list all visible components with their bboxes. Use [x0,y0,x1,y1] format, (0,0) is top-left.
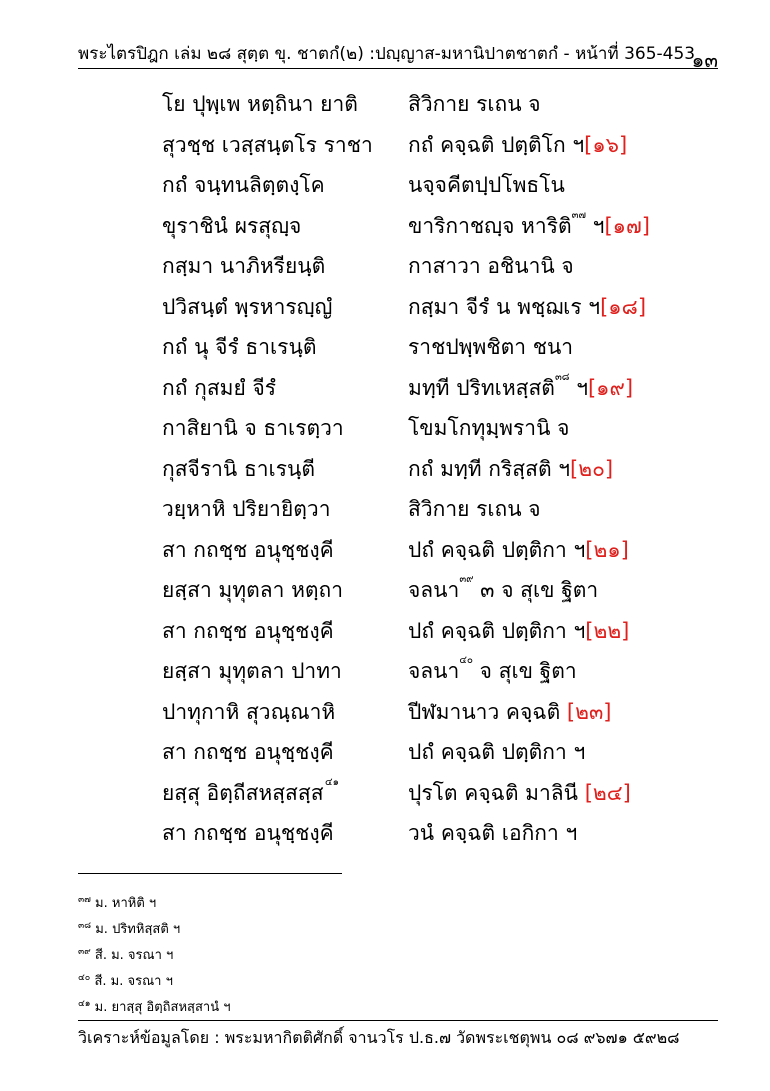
verse-right-text: ปถํ คจฺฉติ ปตฺติกา ฯ [408,537,586,562]
verse-left-half: โย ปุพฺเพ หตฺถินา ยาติ [162,92,358,116]
footnote-item [78,970,718,996]
footnote-ref: ๔๑ [325,776,339,788]
verse-right-text: วนํ คจฺฉติ เอกิกา ฯ [408,821,578,845]
verse-line [0,88,770,128]
footnote-text: ม. ยาสฺสุ อิตฺถิสหสฺสานํ ฯ [90,1000,231,1015]
verse-line [0,331,770,371]
verse-line [0,615,770,655]
footnote-mark: ๔๐ [78,973,91,983]
verse-right-text: ปถํ คจฺฉติ ปตฺติกา ฯ [408,618,586,643]
verse-left-half: กาสิยานิ จ ธาเรตฺวา [162,416,344,440]
footnote-ref: ๓๘ [554,371,570,383]
verse-left-half: สา กถชฺช อนุชฺชงฺคี [162,618,334,643]
verse-line [0,655,770,695]
verse-number: [๒๐] [570,456,614,481]
verse-right-half [408,412,569,445]
footnote-text: สี. ม. จรณา ฯ [90,974,173,989]
verse-end-mark: ฯ [585,213,605,238]
verse-line [0,736,770,776]
verse-number: [๑๙] [587,375,634,400]
verse-right-half [408,372,633,405]
footer-rule [78,1020,718,1021]
footnote-item [78,996,718,1022]
footnote-mark: ๔๑ [78,999,91,1009]
verse-left-half: ยสฺสา มุทุตลา ปาทา [162,659,342,683]
verse-right-text: จลนา [408,578,460,602]
verse-line [0,129,770,169]
verse-right-tail: ๓ จ สุเข ฐิตา [473,578,599,602]
verse-right-half [408,331,573,364]
verse-line [0,453,770,493]
verse-right-half [408,250,574,283]
verse-left-half: สา กถชฺช อนุชฺชงฺคี [162,821,334,845]
verse-right-text: โขมโกทุมฺพรานิ จ [408,416,570,440]
verse-right-text: ขาริกาชญฺจ หาริติ [408,213,572,238]
verse-line [0,169,770,209]
verse-number: [๒๓] [560,699,612,724]
footnote-mark: ๓๙ [78,947,91,957]
verse-left-half: สุวชฺช เวสฺสนฺตโร ราชา [162,132,373,157]
verse-left-half: สา กถชฺช อนุชฺชงฺคี [162,740,334,764]
footnote-item [78,918,718,944]
footnote-text: สี. ม. จรณา ฯ [90,948,174,963]
verse-left-half: กถํ กุสมยํ จีรํ [162,375,277,400]
footnotes [78,892,718,1022]
verse-right-half [408,129,627,162]
footnote-mark: ๓๗ [78,895,91,905]
verse-right-half [408,817,577,850]
verse-right-half [408,88,541,121]
footnote-ref: ๓๙ [459,574,474,585]
footnote-ref: ๔๐ [459,655,473,666]
verse-right-half [408,210,650,243]
verse-line [0,412,770,452]
verse-left-half: สา กถชฺช อนุชฺชงฺคี [162,537,334,562]
verse-right-text: ปุรโต คจฺฉติ มาลินี [408,780,579,805]
verse-line [0,817,770,857]
verse-right-half [408,534,629,567]
verse-line [0,250,770,290]
verse-left-half: วยฺหาหิ ปริยายิตฺวา [162,497,331,521]
verse-line [0,493,770,533]
verse-line [0,696,770,736]
verse-right-half [408,655,577,688]
verse-line [0,372,770,412]
verse-end-mark: ฯ [569,375,588,400]
verse-left-half: ปาทุกาหิ สุวณฺณาหิ [162,699,336,724]
verse-right-text: ปีฬมานาว คจฺฉติ [408,699,561,724]
verse-number: [๒๑] [585,537,629,562]
verse-right-text: กาสาวา อชินานิ จ [408,254,574,278]
verse-right-half [408,736,585,769]
page-footer: วิเคราะห์ข้อมูลโดย : พระมหากิตติศักดิ์ จานวโร ป.ธ.๗ วัดพระเชตุพน ๐๘ ๙๖๗๑ ๕๙๒๘ [78,1028,680,1047]
verse-left-half: ยสฺสุ อิตฺถีสหสฺสสฺส [162,780,324,805]
verse-right-text: ราชปพฺพชิตา ชนา [408,335,574,359]
footnote-text: ม. ปริทหิสฺสติ ฯ [91,922,181,937]
verse-right-half [408,291,646,324]
verse-right-text: กถํ คจฺฉติ ปตฺติโก ฯ [408,132,585,157]
footnote-rule [78,873,342,874]
verse-line [0,291,770,331]
verse-left-half: กถํ นุ จีรํ ธาเรนฺติ [162,335,317,359]
verse-right-half [408,453,613,486]
verse-left-half: ปวิสนฺตํ พฺรหารญฺญํ [162,294,333,319]
footnote-ref: ๓๗ [571,209,586,221]
verse-line [0,777,770,817]
verse-line [0,534,770,574]
verse-right-half [408,615,629,648]
verse-number: [๑๘] [600,294,647,319]
verse-left-half: กถํ จนฺทนลิตฺตงฺโค [162,173,325,197]
verse-line [0,210,770,250]
verse-right-half [408,169,565,202]
verse-line [0,574,770,614]
page-header [78,40,718,72]
verse-right-text: มทฺที ปริทเหสฺสติ [408,375,555,400]
verse-right-half [408,493,541,526]
verse-left-half: ยสฺสา มุทุตลา หตฺถา [162,578,344,602]
verse-right-text: กสฺมา จีรํ น พชฺฌเร ฯ [408,294,601,319]
page-number: ๑๓ [691,48,718,72]
verse-right-text: สิวิกาย รเถน จ [408,92,541,116]
verse-right-text: กถํ มทฺที กริสฺสติ ฯ [408,456,571,481]
verse-right-text: นจฺจคีตปฺปโพธโน [408,173,565,197]
header-title: พระไตรปิฎก เล่ม ๒๘ สุตฺต ขุ. ชาตกํ(๒) :ปญฺญาส-มหานิปาตชาตกํ - หน้าที่ 365-453 [78,44,696,64]
verse-right-half [408,574,598,607]
verse-number: [๑๖] [584,132,628,157]
verse-number: [๒๒] [585,618,630,643]
verse-number: [๒๔] [578,780,631,805]
verse-right-tail: จ สุเข ฐิตา [473,659,577,683]
verse-right-text: จลนา [408,659,460,683]
verse-left-half: กสฺมา นาภิหรียนฺติ [162,254,326,278]
verse-right-half [408,696,612,729]
header-rule [78,68,718,69]
footnote-item [78,892,718,918]
verse-right-half [408,777,631,810]
verse-right-text: สิวิกาย รเถน จ [408,497,541,521]
verse-left-half: กุสจีรานิ ธาเรนฺตี [162,456,315,481]
footnote-mark: ๓๘ [78,921,92,931]
verse-right-text: ปถํ คจฺฉติ ปตฺติกา ฯ [408,740,586,764]
footnote-item [78,944,718,970]
verse-number: [๑๗] [604,213,650,238]
verse-left-half: ขุราชินํ ผรสุญฺจ [162,213,302,238]
footnote-text: ม. หาหิติ ฯ [90,896,157,911]
